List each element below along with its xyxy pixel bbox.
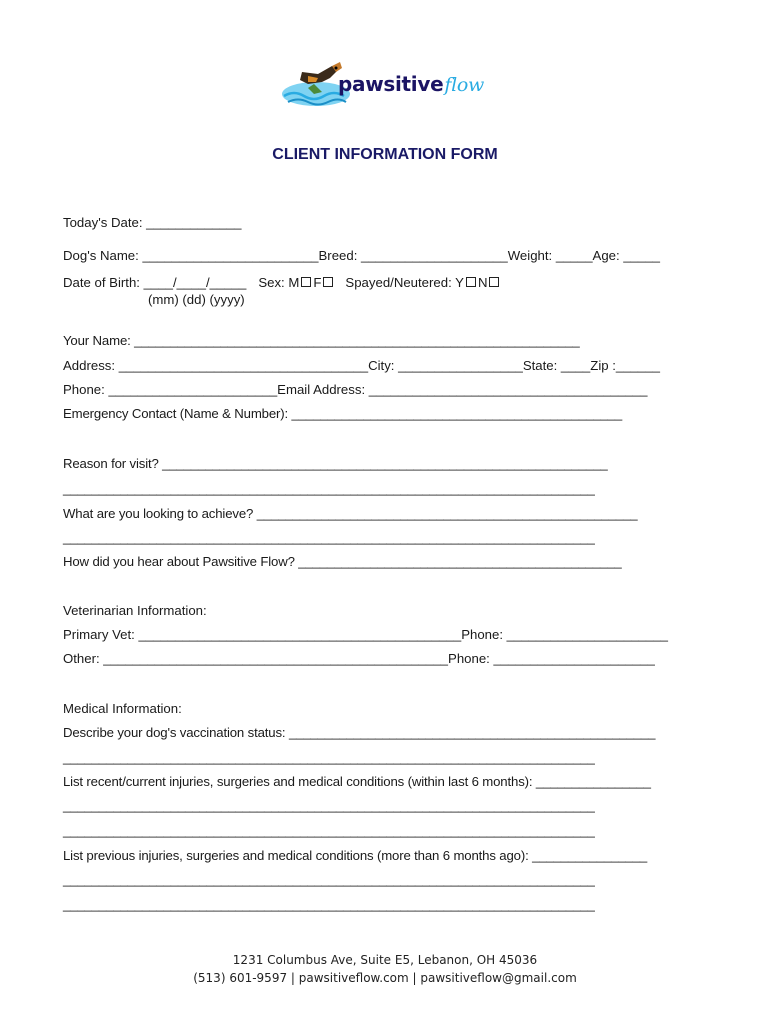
dob-field[interactable]: Date of Birth: ____/____/_____	[63, 275, 247, 290]
city-field[interactable]: City: _________________	[368, 358, 523, 373]
primary-vet-phone-field[interactable]: Phone: ______________________	[461, 627, 669, 642]
logo-wordmark: pawsitiveflow	[338, 72, 484, 96]
your-name-field[interactable]: Your Name: ______________________________________________________________	[63, 333, 580, 348]
recent-injuries-field[interactable]: List recent/current injuries, surgeries and medical conditions (within last 6 months): ________________	[63, 774, 651, 789]
sex-m-checkbox[interactable]	[301, 277, 311, 287]
footer-contact: (513) 601-9597 | pawsitiveflow.com | pawsitiveflow@gmail.com	[193, 971, 577, 985]
medical-heading: Medical Information:	[63, 701, 182, 716]
spayed-y-checkbox[interactable]	[466, 277, 476, 287]
phone-field[interactable]: Phone: _______________________	[63, 382, 278, 397]
logo	[278, 52, 498, 122]
recent-injuries-line2[interactable]: __________________________________________________________________________	[63, 798, 595, 813]
spayed-label: Spayed/Neutered: Y	[345, 275, 464, 290]
email-field[interactable]: Email Address: ______________________________________	[277, 382, 648, 397]
primary-vet-field[interactable]: Primary Vet: ____________________________________________	[63, 627, 462, 642]
sex-f-checkbox[interactable]	[323, 277, 333, 287]
address-field[interactable]: Address: __________________________________	[63, 358, 369, 373]
spayed-n-label: N	[477, 275, 488, 290]
todays-date-field[interactable]: Today's Date: _____________	[63, 215, 242, 230]
vaccination-field[interactable]: Describe your dog's vaccination status: ___________________________________________________	[63, 725, 656, 740]
age-field[interactable]: Age: _____	[592, 248, 660, 263]
other-vet-row	[63, 651, 655, 667]
emergency-contact-field[interactable]: Emergency Contact (Name & Number): ______________________________________________	[63, 406, 623, 421]
heard-about-field[interactable]: How did you hear about Pawsitive Flow? _____________________________________________	[63, 554, 622, 569]
reason-for-visit-field[interactable]: Reason for visit? ______________________________________________________________	[63, 456, 608, 471]
form-title: CLIENT INFORMATION FORM	[272, 146, 498, 163]
breed-field[interactable]: Breed: ____________________	[318, 248, 508, 263]
dob-format-hint: (mm) (dd) (yyyy)	[148, 292, 245, 307]
previous-injuries-field[interactable]: List previous injuries, surgeries and medical conditions (more than 6 months ago): ________________	[63, 848, 648, 863]
achieve-field[interactable]: What are you looking to achieve? _____________________________________________________	[63, 506, 638, 521]
vaccination-line2[interactable]: __________________________________________________________________________	[63, 750, 595, 765]
state-field[interactable]: State: ____	[522, 358, 591, 373]
dog-info-row	[63, 248, 660, 264]
footer-address: 1231 Columbus Ave, Suite E5, Lebanon, OH 45036	[232, 953, 538, 967]
previous-injuries-line3[interactable]: __________________________________________________________________________	[63, 897, 595, 912]
zip-field[interactable]: Zip :______	[590, 358, 660, 373]
other-vet-field[interactable]: Other: _______________________________________________	[63, 651, 449, 666]
address-row	[63, 358, 660, 374]
contact-row	[63, 382, 647, 398]
sex-f-label: F	[313, 275, 322, 290]
primary-vet-row	[63, 627, 668, 643]
vet-heading: Veterinarian Information:	[63, 603, 207, 618]
spayed-n-checkbox[interactable]	[489, 277, 499, 287]
previous-injuries-line2[interactable]: __________________________________________________________________________	[63, 872, 595, 887]
dog-name-field[interactable]: Dog's Name: ________________________	[63, 248, 319, 263]
achieve-line2[interactable]: __________________________________________________________________________	[63, 530, 595, 545]
other-vet-phone-field[interactable]: Phone: ______________________	[448, 651, 655, 666]
reason-for-visit-line2[interactable]: __________________________________________________________________________	[63, 481, 595, 496]
weight-field[interactable]: Weight: _____	[507, 248, 593, 263]
dob-row	[63, 275, 501, 291]
sex-label: Sex: M	[258, 275, 300, 290]
recent-injuries-line3[interactable]: __________________________________________________________________________	[63, 823, 595, 838]
